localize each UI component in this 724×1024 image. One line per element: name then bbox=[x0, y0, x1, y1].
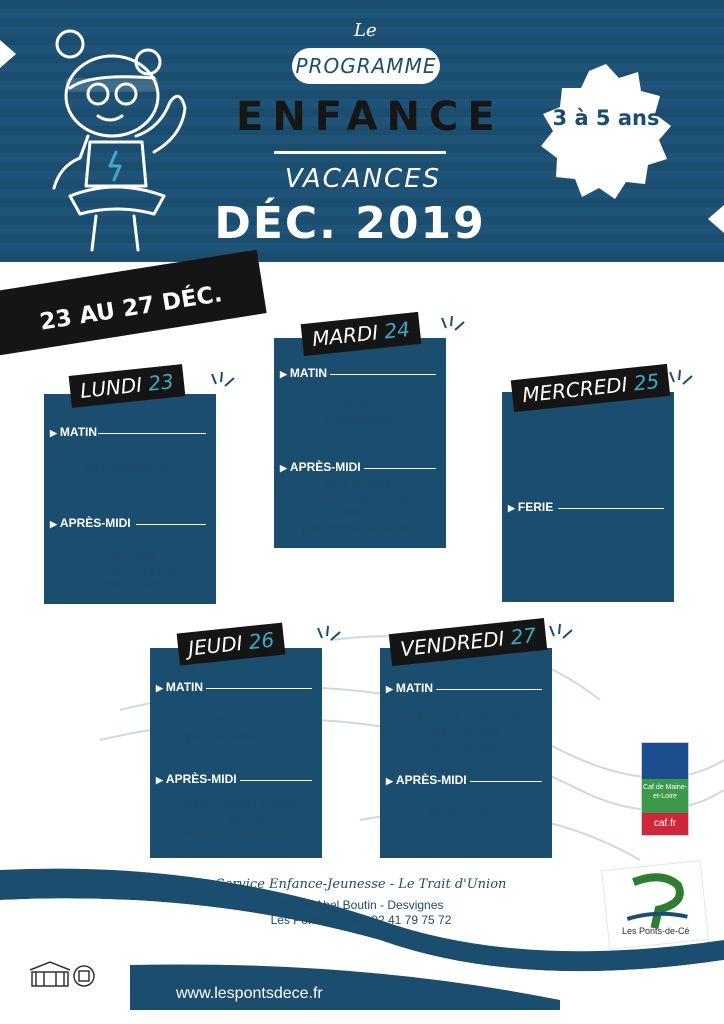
card-mercredi bbox=[502, 392, 674, 602]
vendredi-matin-label: ▶ MATIN bbox=[386, 681, 433, 695]
divider-line bbox=[240, 780, 312, 781]
unesco-logos bbox=[24, 956, 134, 1016]
header-vacances: VACANCES bbox=[284, 164, 442, 194]
divider-line bbox=[436, 689, 542, 690]
jeudi-matin-label: ▶ MATIN bbox=[156, 680, 203, 694]
mardi-matin-label: ▶ MATIN bbox=[280, 366, 327, 380]
day-number: 25 bbox=[632, 368, 661, 396]
address-line-1: 45 rue Abel Boutin - Desvignes bbox=[278, 898, 444, 912]
right-notch bbox=[708, 205, 724, 233]
unesco-temple-icon bbox=[24, 956, 134, 1016]
lundi-matin-label: ▶ MATIN bbox=[50, 425, 97, 439]
header-le: Le bbox=[354, 20, 377, 41]
divider-line bbox=[206, 688, 312, 689]
mercredi-ferie-label: ▶ FERIE bbox=[508, 500, 553, 514]
website-link[interactable]: www.lespontsdece.fr bbox=[176, 985, 323, 1002]
side-credit bbox=[700, 640, 712, 840]
jeudi-apm-activity: Atelier cuisine : Sablés Jeux sportifs : Requins – poissons bbox=[175, 796, 297, 840]
wave-background bbox=[0, 560, 724, 1024]
divider-line bbox=[558, 508, 664, 509]
caf-emblem bbox=[642, 743, 688, 779]
caf-logo bbox=[641, 742, 689, 836]
left-notch bbox=[0, 40, 16, 68]
age-badge: 3 à 5 ans bbox=[552, 106, 660, 130]
day-number: 23 bbox=[147, 369, 175, 396]
sparkle-icon bbox=[666, 368, 696, 394]
header-divider bbox=[274, 151, 446, 154]
address-line-2: Les Ponts-de-Cé - 02 41 79 75 72 bbox=[270, 913, 452, 927]
header-enfance: ENFANCE bbox=[236, 94, 504, 140]
day-name: VENDREDI bbox=[399, 626, 506, 662]
divider-line bbox=[330, 374, 436, 375]
divider-line bbox=[98, 433, 206, 434]
day-number: 24 bbox=[383, 316, 411, 344]
day-name: MARDI bbox=[311, 320, 380, 352]
caf-url: caf.fr bbox=[642, 813, 688, 835]
service-name: Service Enfance-Jeunesse - Le Trait d'Union bbox=[215, 877, 507, 892]
divider-line bbox=[136, 524, 206, 525]
day-number: 27 bbox=[509, 622, 538, 650]
mardi-matin-activity: Sortie médiathèque bbox=[325, 398, 395, 427]
vendredi-apm-activity: Sortie cinéma bbox=[429, 806, 503, 820]
day-name: LUNDI bbox=[79, 372, 144, 403]
divider-line bbox=[470, 781, 542, 782]
lundi-apm-activity: Rencontre avec les 6-12 ans Wintervolet bbox=[82, 548, 178, 592]
sparkle-icon bbox=[208, 370, 238, 396]
dates-banner-text: 23 AU 27 DÉC. bbox=[38, 281, 225, 336]
age-badge-shape bbox=[537, 64, 675, 202]
sparkle-icon bbox=[546, 622, 576, 648]
mardi-apm-activity: Jeux sportifs : Parcours de la plage Histoires pas comme les autres bbox=[301, 476, 419, 535]
jeudi-apm-label: ▶ APRÈS-MIDI bbox=[156, 772, 237, 786]
sparkle-icon bbox=[314, 624, 344, 650]
header-programme: PROGRAMME bbox=[292, 48, 440, 84]
mardi-apm-label: ▶ APRÈS-MIDI bbox=[280, 460, 361, 474]
ponts-de-ce-name: Les Ponts-de-Cé bbox=[622, 926, 690, 936]
lundi-apm-label: ▶ APRÈS-MIDI bbox=[50, 516, 131, 530]
vendredi-matin-activity: Spectacle de marionnettes : les vacances du Père Noël bbox=[391, 710, 541, 754]
lundi-matin-activity: Jeux de connaissance bbox=[84, 446, 176, 475]
divider-line bbox=[364, 468, 436, 469]
superhero-girl-illustration bbox=[30, 18, 200, 258]
sparkle-icon bbox=[438, 314, 468, 340]
jeudi-matin-activity: Grand jeu : Prépare la valise du Père bbox=[168, 714, 304, 743]
day-name: JEUDI bbox=[186, 630, 244, 661]
caf-text: Caf de Maine-et-Loire bbox=[642, 779, 688, 813]
day-name: MERCREDI bbox=[521, 372, 629, 408]
day-number: 26 bbox=[247, 627, 276, 655]
vendredi-apm-label: ▶ APRÈS-MIDI bbox=[386, 773, 467, 787]
header-date: DÉC. 2019 bbox=[214, 198, 486, 249]
